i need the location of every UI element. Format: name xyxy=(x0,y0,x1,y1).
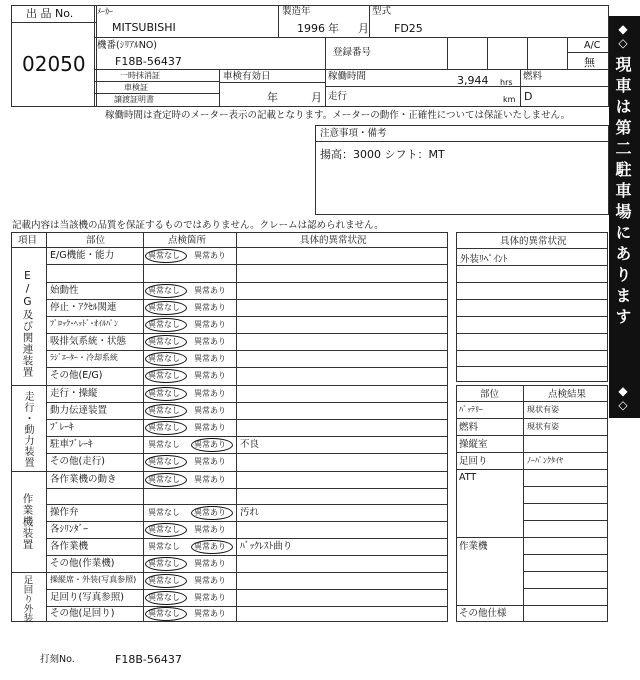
year-unit: 年 xyxy=(328,22,339,35)
selection-circle xyxy=(145,473,187,487)
option-ng[interactable]: 異常あり xyxy=(194,422,226,432)
hours-unit: hrs xyxy=(500,78,513,87)
transfer-label: 譲渡証明書 xyxy=(114,95,154,104)
option-ok[interactable]: 異常なし xyxy=(148,302,180,312)
fuel-part-label: 燃料 xyxy=(459,422,479,433)
selection-circle xyxy=(145,421,187,435)
option-ng[interactable]: 異常あり xyxy=(194,319,226,329)
selection-circle xyxy=(191,438,233,452)
location-banner xyxy=(609,16,640,418)
row-part: 吸排気系統・状態 xyxy=(50,335,127,347)
banner-text: 現車は第二駐車場にあります xyxy=(613,56,632,329)
row-part: 駐車ﾌﾞﾚｰｷ xyxy=(50,438,93,450)
hours-disclaimer: 稼働時間は査定時のメーター表示の記載となります。メーターの動作・正確性については保証いたしません。 xyxy=(105,110,571,121)
row-part: 動力伝達装置 xyxy=(50,404,108,416)
inspection-cert-label: 車検証 xyxy=(124,83,148,92)
selection-circle xyxy=(145,284,187,298)
serial-value: F18B-56437 xyxy=(115,55,182,68)
option-ng[interactable]: 異常あり xyxy=(194,439,226,449)
lot-label: 出 品 No. xyxy=(26,7,74,20)
engraving-value: F18B-56437 xyxy=(115,653,182,666)
option-ng[interactable]: 異常あり xyxy=(194,388,226,398)
maker-value: MITSUBISHI xyxy=(112,21,176,34)
selection-circle xyxy=(145,607,187,621)
option-ng[interactable]: 異常あり xyxy=(194,250,226,260)
year-value: 1996 xyxy=(297,22,325,35)
selection-circle xyxy=(145,557,187,571)
banner-diamond-bottom: ◆◇ xyxy=(616,384,630,412)
work-label: 作業機 xyxy=(459,541,488,552)
selection-circle xyxy=(145,369,187,383)
undercarriage-result: ﾉｰﾊﾟﾝｸﾀｲﾔ xyxy=(527,456,563,465)
undercarriage-label: 足回り xyxy=(459,456,488,467)
option-ok[interactable]: 異常なし xyxy=(148,336,180,346)
header-item: 項目 xyxy=(18,235,38,246)
selection-circle xyxy=(145,387,187,401)
selection-circle xyxy=(145,523,187,537)
selection-circle xyxy=(145,335,187,349)
option-ok[interactable]: 異常なし xyxy=(148,575,180,585)
ac-value: 無 xyxy=(584,56,595,69)
cab-label: 操縦室 xyxy=(459,439,488,450)
quality-disclaimer: 記載内容は当該機の品質を保証するものではありません。クレームは認められません。 xyxy=(12,220,384,231)
option-ok[interactable]: 異常なし xyxy=(148,541,180,551)
selection-circle xyxy=(145,591,187,605)
option-ok[interactable]: 異常なし xyxy=(148,457,180,466)
hours-value: 3,944 xyxy=(457,74,489,87)
remarks-label: 注意事項・備考 xyxy=(320,128,387,139)
option-ok[interactable]: 異常なし xyxy=(148,507,180,517)
option-ng[interactable]: 異常あり xyxy=(194,285,226,295)
year-label: 製造年 xyxy=(282,6,311,17)
option-ng[interactable]: 異常あり xyxy=(194,405,226,415)
selection-circle xyxy=(145,249,187,263)
option-ng[interactable]: 異常あり xyxy=(194,609,226,618)
selection-circle xyxy=(191,506,233,520)
att-label: ATT xyxy=(459,472,477,483)
row-detail: ﾊﾞｯｸﾚｽﾄ曲り xyxy=(240,540,293,552)
selection-circle xyxy=(145,352,187,366)
distance-label: 走行 xyxy=(328,91,348,102)
inspection-expiry-label: 車検有効日 xyxy=(223,71,271,82)
selection-circle xyxy=(145,455,187,469)
row-detail: 汚れ xyxy=(240,506,260,518)
expiry-month-unit: 月 xyxy=(311,91,322,104)
option-ng[interactable]: 異常あり xyxy=(194,457,226,466)
option-ok[interactable]: 異常なし xyxy=(148,592,180,602)
banner-diamond-top: ◆◇ xyxy=(616,22,630,50)
remarks-text: 揚高：3000 シフト：MT xyxy=(320,148,445,161)
ac-label: A/C xyxy=(584,40,601,51)
engraving-label: 打刻No. xyxy=(40,654,75,665)
option-ok[interactable]: 異常なし xyxy=(148,558,180,568)
row-part: その他(作業機) xyxy=(50,557,115,569)
row-part: 操作弁 xyxy=(50,506,79,518)
option-ok[interactable]: 異常なし xyxy=(148,439,180,449)
option-ng[interactable]: 異常あり xyxy=(194,558,226,568)
row-part: ﾌﾞﾛｯｸ･ﾍｯﾄﾞ･ｵｲﾙﾊﾟﾝ xyxy=(50,318,118,328)
option-ng[interactable]: 異常あり xyxy=(194,353,226,363)
option-ng[interactable]: 異常あり xyxy=(194,302,226,312)
permit-label: 一時抹消証 xyxy=(120,71,160,80)
selection-circle xyxy=(145,318,187,332)
maker-label: ﾒｰｶｰ xyxy=(97,7,113,16)
model-label: 型式 xyxy=(372,6,392,17)
right2-header-part: 部位 xyxy=(480,389,500,400)
battery-label: ﾊﾞｯﾃﾘｰ xyxy=(459,405,483,414)
header-check: 点検箇所 xyxy=(168,235,207,246)
selection-circle xyxy=(145,574,187,588)
group-work: 作業機装置 xyxy=(21,493,34,551)
option-ng[interactable]: 異常あり xyxy=(194,524,226,534)
row-part: 各ｼﾘﾝﾀﾞｰ xyxy=(50,523,89,535)
row-part: 操縦席・外装(写真参照) xyxy=(50,574,137,584)
option-ok[interactable]: 異常なし xyxy=(148,285,180,295)
option-ok[interactable]: 異常なし xyxy=(148,388,180,398)
other-spec-label: その他仕様 xyxy=(459,608,507,619)
option-ok[interactable]: 異常なし xyxy=(148,405,180,415)
group-undercarriage: 足回り外装 xyxy=(21,575,33,623)
option-ok[interactable]: 異常なし xyxy=(148,422,180,432)
row-part: ﾗｼﾞｴｰﾀｰ・冷却系統 xyxy=(50,352,118,362)
battery-result: 現状有姿 xyxy=(527,405,559,414)
serial-label: 機番(ｼﾘｱﾙNO) xyxy=(97,40,157,51)
option-ng[interactable]: 異常あり xyxy=(194,507,226,517)
expiry-year-unit: 年 xyxy=(267,91,278,104)
option-ng[interactable]: 異常あり xyxy=(194,336,226,346)
option-ng[interactable]: 異常あり xyxy=(194,371,226,380)
header-part: 部位 xyxy=(86,235,106,246)
row-detail: 不良 xyxy=(240,438,260,450)
row-part: その他(足回り) xyxy=(50,608,115,619)
distance-unit: km xyxy=(503,95,516,104)
option-ok[interactable]: 異常なし xyxy=(148,524,180,534)
month-unit: 月 xyxy=(358,22,369,35)
option-ok[interactable]: 異常なし xyxy=(148,250,180,260)
registration-label: 登録番号 xyxy=(333,47,372,58)
fuel-result: 現状有姿 xyxy=(527,422,559,431)
fuel-label: 燃料 xyxy=(523,71,543,82)
option-ok[interactable]: 異常なし xyxy=(148,371,180,380)
row-part: 始動性 xyxy=(50,284,79,296)
selection-circle xyxy=(145,404,187,418)
option-ok[interactable]: 異常なし xyxy=(148,353,180,363)
selection-circle xyxy=(191,540,233,554)
fuel-value: D xyxy=(524,90,533,103)
row-part: 走行・操縦 xyxy=(50,387,98,399)
right1-first: 外装ﾘﾍﾟｲﾝﾄ xyxy=(460,254,508,265)
option-ng[interactable]: 異常あり xyxy=(194,575,226,585)
row-part: 停止・ｱｸｾﾙ関連 xyxy=(50,301,117,313)
header-detail: 具体的異常状況 xyxy=(300,235,367,246)
row-part: E/G機能・能力 xyxy=(50,249,115,261)
row-part: ﾌﾞﾚｰｷ xyxy=(50,421,74,433)
option-ng[interactable]: 異常あり xyxy=(194,541,226,551)
row-part: その他(走行) xyxy=(50,456,105,467)
row-part: 足回り(写真参照) xyxy=(50,591,124,603)
group-engine: E/G及び関連装置 xyxy=(21,270,34,378)
group-drive: 走行・動力装置 xyxy=(22,391,33,468)
right2-header-result: 点検結果 xyxy=(548,389,587,400)
row-part: その他(E/G) xyxy=(50,370,103,381)
option-ng[interactable]: 異常あり xyxy=(194,592,226,602)
right1-header: 具体的異常状況 xyxy=(500,236,567,247)
lot-number: 02050 xyxy=(22,52,86,76)
row-part: 各作業機の動き xyxy=(50,473,117,485)
hours-label: 稼働時間 xyxy=(328,71,367,82)
option-ok[interactable]: 異常なし xyxy=(148,319,180,329)
option-ok[interactable]: 異常なし xyxy=(148,474,180,484)
selection-circle xyxy=(145,301,187,315)
model-value: FD25 xyxy=(394,22,423,35)
option-ng[interactable]: 異常あり xyxy=(194,474,226,484)
row-part: 各作業機 xyxy=(50,540,89,552)
option-ok[interactable]: 異常なし xyxy=(148,609,180,618)
